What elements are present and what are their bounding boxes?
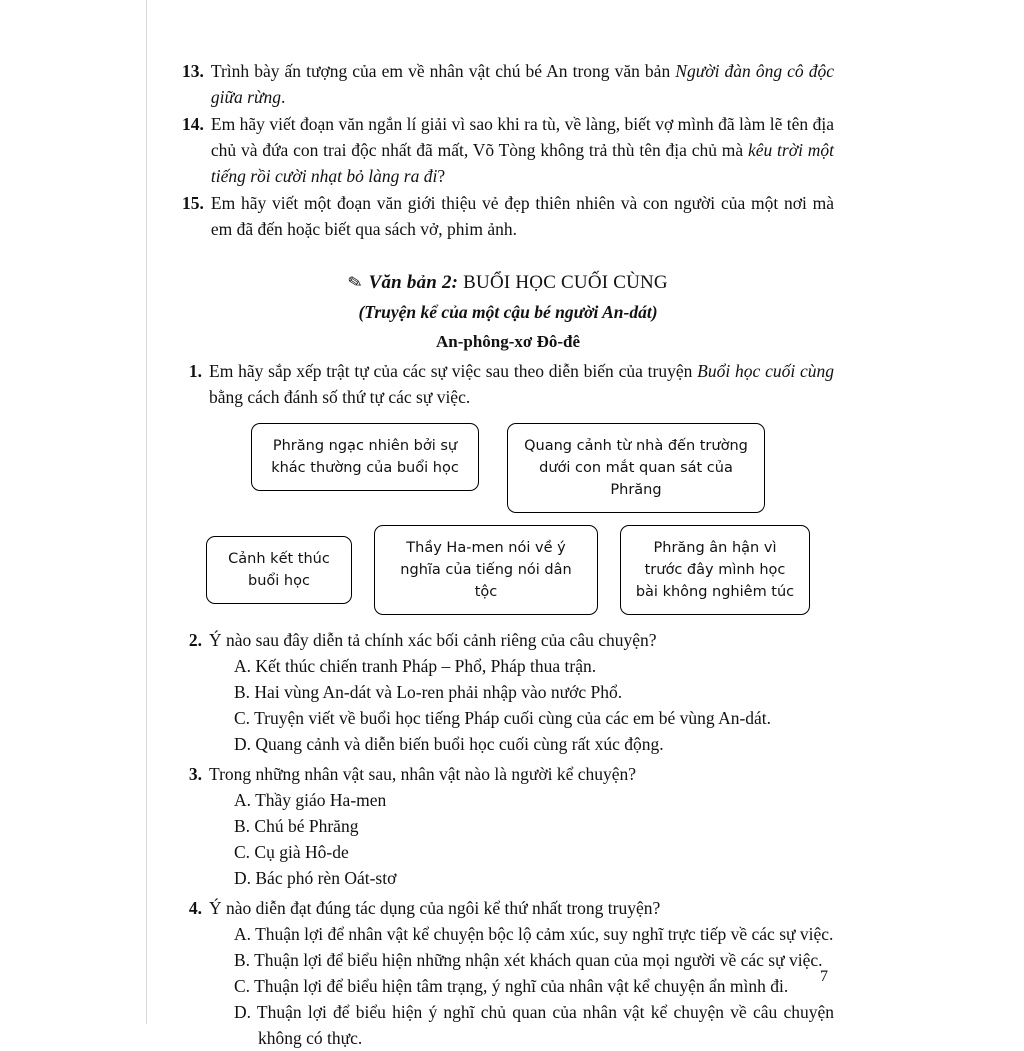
mcq-option[interactable]: D. Quang cảnh và diễn biến buổi học cuối cùng rất xúc động. bbox=[234, 734, 664, 754]
exercise-number: 14. bbox=[182, 114, 204, 134]
exercise-number: 15. bbox=[182, 193, 204, 213]
section-author: An-phông-xơ Đô-đê bbox=[435, 332, 581, 351]
mcq-option[interactable]: B. Thuận lợi để biểu hiện những nhận xét khách quan của mọi người về các sự việc. bbox=[234, 950, 823, 970]
exercise-number: 13. bbox=[182, 61, 204, 81]
exercise-item bbox=[182, 111, 834, 189]
exercise-text-part-italic: Buổi học cuối cùng bbox=[697, 361, 834, 381]
exercise-item bbox=[182, 190, 834, 242]
exercise-text bbox=[209, 358, 834, 410]
exercise-item-1 bbox=[182, 358, 834, 410]
event-box[interactable]: Phrăng ân hận vì trước đây mình học bài không nghiêm túc bbox=[620, 525, 810, 615]
exercise-text-part-italic: Người đàn ông cô độc giữa rừng bbox=[210, 61, 834, 107]
event-box[interactable]: Phrăng ngạc nhiên bởi sự khác thường của buổi học bbox=[251, 423, 479, 491]
exercise-text-part: bằng cách đánh số thứ tự các sự việc. bbox=[209, 387, 471, 407]
exercise-text-part: Em hãy sắp xếp trật tự của các sự việc sau theo diễn biến của truyện bbox=[209, 361, 698, 381]
mcq-number: 3. bbox=[188, 764, 202, 784]
mcq-option[interactable]: A. Kết thúc chiến tranh Pháp – Phổ, Pháp thua trận. bbox=[234, 656, 597, 676]
section-heading-line bbox=[182, 268, 834, 298]
event-boxes-row-2 bbox=[182, 525, 834, 615]
event-box[interactable]: Thầy Ha-men nói về ý nghĩa của tiếng nói dân tộc bbox=[374, 525, 598, 615]
exercise-text: Em hãy viết một đoạn văn giới thiệu vẻ đẹp thiên nhiên và con người của một nơi mà em đã đến hoặc biết qua sách vở, phim ảnh. bbox=[210, 193, 834, 239]
mcq-block bbox=[182, 627, 834, 1051]
mcq-option[interactable]: D. Bác phó rèn Oát-stơ bbox=[234, 868, 397, 888]
mcq-option[interactable]: C. Thuận lợi để biểu hiện tâm trạng, ý nghĩ của nhân vật kể chuyện ẩn mình đi. bbox=[234, 976, 789, 996]
section-subtitle: (Truyện kể của một cậu bé người An-dát) bbox=[358, 302, 658, 322]
exercise-text-part: Trình bày ấn tượng của em về nhân vật chú bé An trong văn bản bbox=[210, 61, 676, 81]
exercise-number: 1. bbox=[188, 361, 202, 381]
mcq-number: 2. bbox=[188, 630, 202, 650]
page-number: 7 bbox=[820, 968, 828, 985]
mcq-number: 4. bbox=[188, 898, 202, 918]
mcq-question bbox=[182, 895, 834, 921]
exercise-text-part: . bbox=[281, 87, 286, 107]
mcq-question-text: Trong những nhân vật sau, nhân vật nào là người kể chuyện? bbox=[209, 764, 637, 784]
mcq-option[interactable]: B. Chú bé Phrăng bbox=[234, 816, 359, 836]
exercise-text-part-italic: kêu trời một tiếng rồi cười nhạt bỏ làng ra đi bbox=[210, 140, 834, 186]
mcq-question-text: Ý nào diễn đạt đúng tác dụng của ngôi kể thứ nhất trong truyện? bbox=[209, 898, 661, 918]
mcq-question bbox=[182, 761, 834, 787]
section-title: BUỔI HỌC CUỐI CÙNG bbox=[463, 272, 668, 293]
exercise-item bbox=[182, 58, 834, 110]
mcq-option[interactable]: A. Thầy giáo Ha-men bbox=[234, 790, 387, 810]
event-boxes-diagram bbox=[182, 423, 834, 615]
exercise-text-part: ? bbox=[437, 166, 446, 186]
exercise-text bbox=[211, 58, 834, 110]
event-box[interactable]: Quang cảnh từ nhà đến trường dưới con mắt quan sát của Phrăng bbox=[507, 423, 765, 513]
mcq-option[interactable]: B. Hai vùng An-dát và Lo-ren phải nhập vào nước Phổ. bbox=[234, 682, 623, 702]
event-box[interactable]: Cảnh kết thúc buổi học bbox=[206, 536, 352, 604]
pencil-icon: ✎ bbox=[346, 271, 365, 294]
event-boxes-row-1 bbox=[182, 423, 834, 513]
mcq-option[interactable]: C. Truyện viết về buổi học tiếng Pháp cuối cùng của các em bé vùng An-dát. bbox=[234, 708, 772, 728]
mcq-option[interactable]: A. Thuận lợi để nhân vật kể chuyện bộc lộ cảm xúc, suy nghĩ trực tiếp về các sự việc. bbox=[234, 924, 834, 944]
mcq-question-text: Ý nào sau đây diễn tả chính xác bối cảnh riêng của câu chuyện? bbox=[209, 630, 657, 650]
mcq-option[interactable]: D. Thuận lợi để biểu hiện ý nghĩ chủ quan của nhân vật kể chuyện về câu chuyện không có thực. bbox=[234, 1002, 834, 1048]
exercise-text bbox=[211, 111, 834, 189]
exercise-list-top bbox=[182, 58, 834, 242]
section-heading bbox=[182, 268, 834, 356]
section-label: Văn bản 2: bbox=[368, 272, 459, 293]
mcq-question bbox=[182, 627, 834, 653]
mcq-option[interactable]: C. Cụ già Hô-de bbox=[234, 842, 349, 862]
exercise-text-part: Em hãy viết đoạn văn ngắn lí giải vì sao khi ra tù, về làng, biết vợ mình đã làm lẽ tên địa chủ và đứa con trai độc nhất đã mất, Võ Tòng không trả thù tên địa chủ mà bbox=[210, 114, 834, 160]
